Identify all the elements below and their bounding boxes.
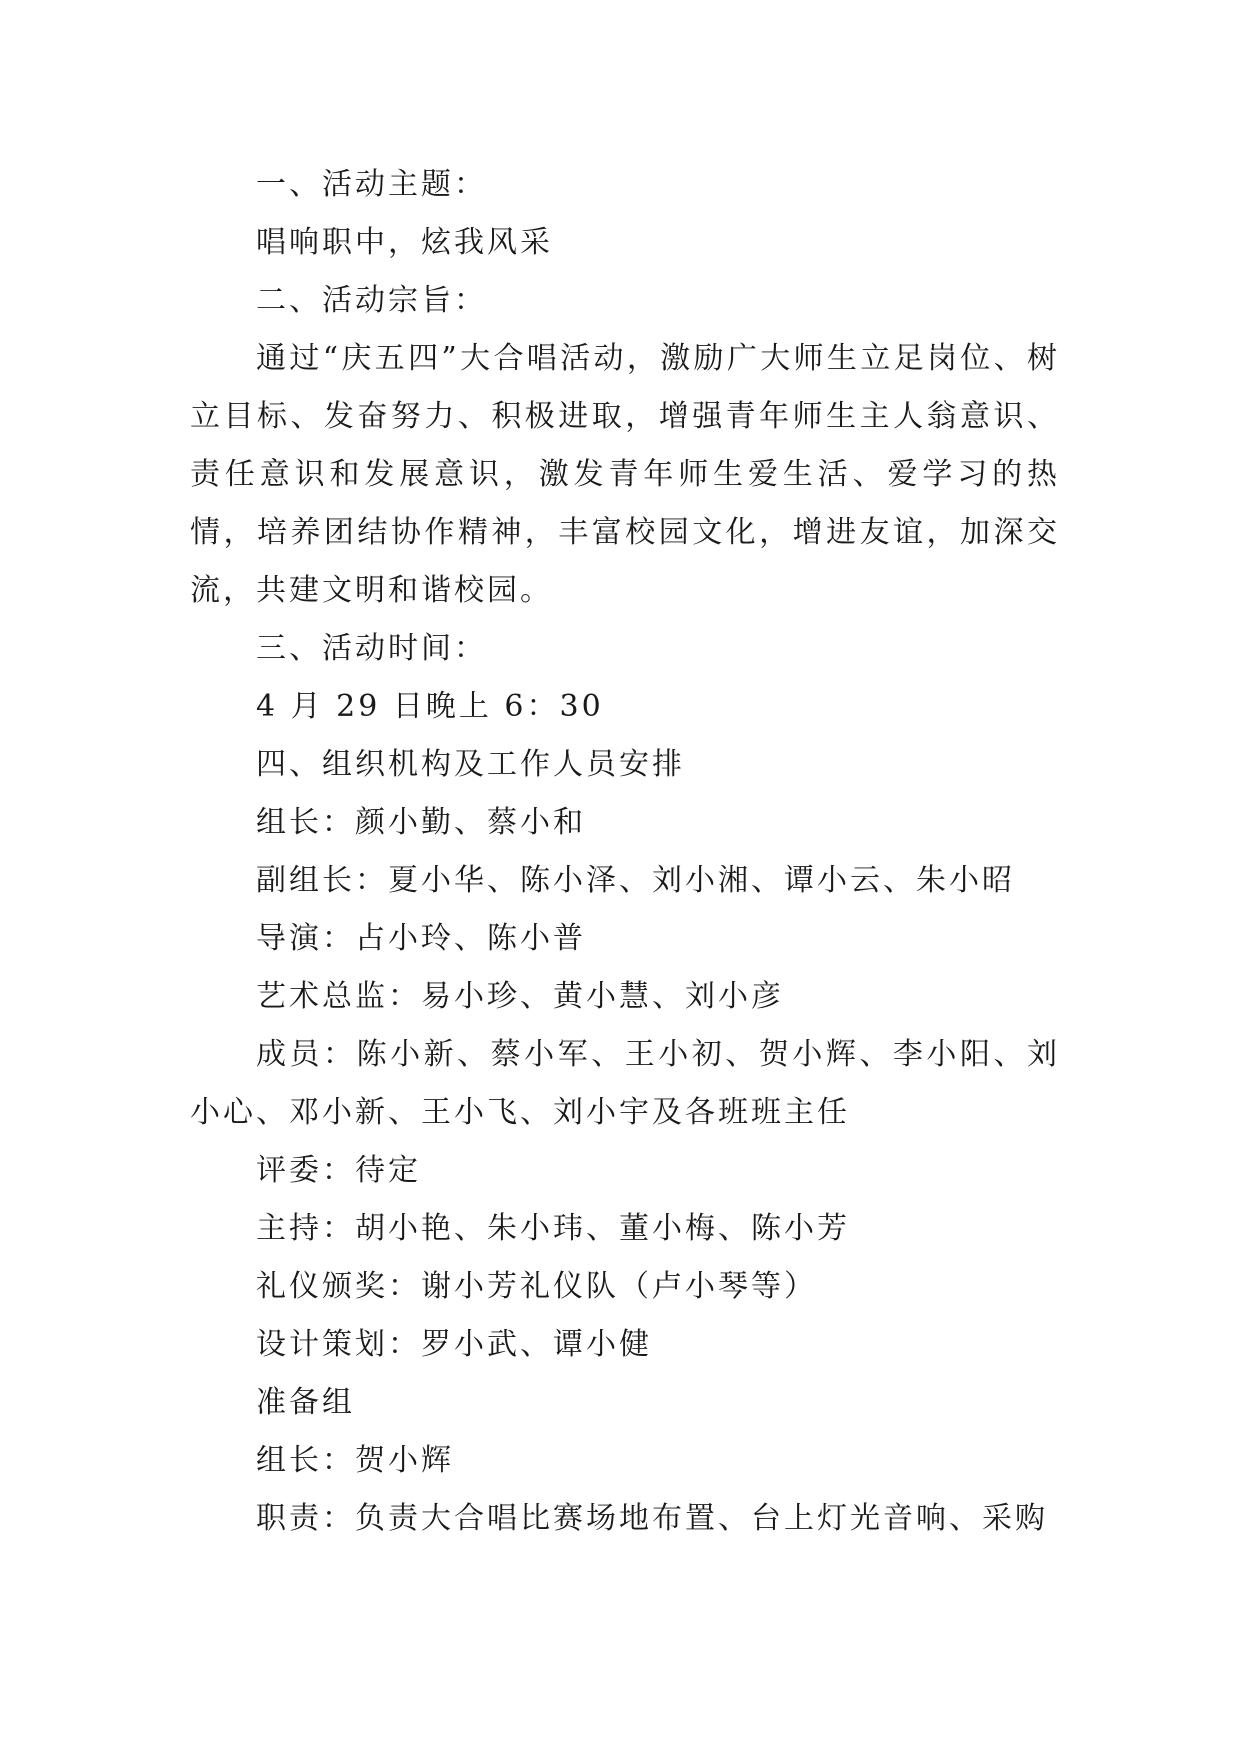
responsibilities-line: 职责：负责大合唱比赛场地布置、台上灯光音响、采购: [256, 1501, 1048, 1536]
director-line: 导演：占小玲、陈小普: [256, 921, 586, 956]
award-ceremony-line: 礼仪颁奖：谢小芳礼仪队（卢小琴等）: [256, 1269, 817, 1304]
art-director-line: 艺术总监：易小珍、黄小慧、刘小彦: [256, 979, 784, 1014]
group-leader-line: 组长：颜小勤、蔡小和: [256, 805, 586, 840]
heading-activity-purpose: 二、活动宗旨：: [256, 283, 487, 318]
members-line: 成员：陈小新、蔡小军、王小初、贺小辉、李小阳、刘小心、邓小新、王小飞、刘小宇及各班班主任: [190, 1037, 1060, 1130]
preparation-group-heading: 准备组: [256, 1385, 355, 1420]
heading-activity-theme: 一、活动主题：: [256, 167, 487, 202]
activity-time-text: 4 月 29 日晚上 6：30: [256, 689, 604, 724]
design-planning-line: 设计策划：罗小武、谭小健: [256, 1327, 652, 1362]
judges-line: 评委：待定: [256, 1153, 421, 1188]
heading-organization: 四、组织机构及工作人员安排: [256, 747, 685, 782]
preparation-leader-line: 组长：贺小辉: [256, 1443, 454, 1478]
hosts-line: 主持：胡小艳、朱小玮、董小梅、陈小芳: [256, 1211, 850, 1246]
deputy-leader-line: 副组长：夏小华、陈小泽、刘小湘、谭小云、朱小昭: [256, 863, 1015, 898]
heading-activity-time: 三、活动时间：: [256, 631, 487, 666]
document-body: [190, 156, 1060, 1548]
activity-theme-text: 唱响职中，炫我风采: [256, 225, 553, 260]
activity-purpose-text: 通过“庆五四”大合唱活动，激励广大师生立足岗位、树立目标、发奋努力、积极进取，增强青年师生主人翁意识、责任意识和发展意识，激发青年师生爱生活、爱学习的热情，培养团结协作精神，丰富校园文化，增进友谊，加深交流，共建文明和谐校园。: [190, 341, 1060, 608]
